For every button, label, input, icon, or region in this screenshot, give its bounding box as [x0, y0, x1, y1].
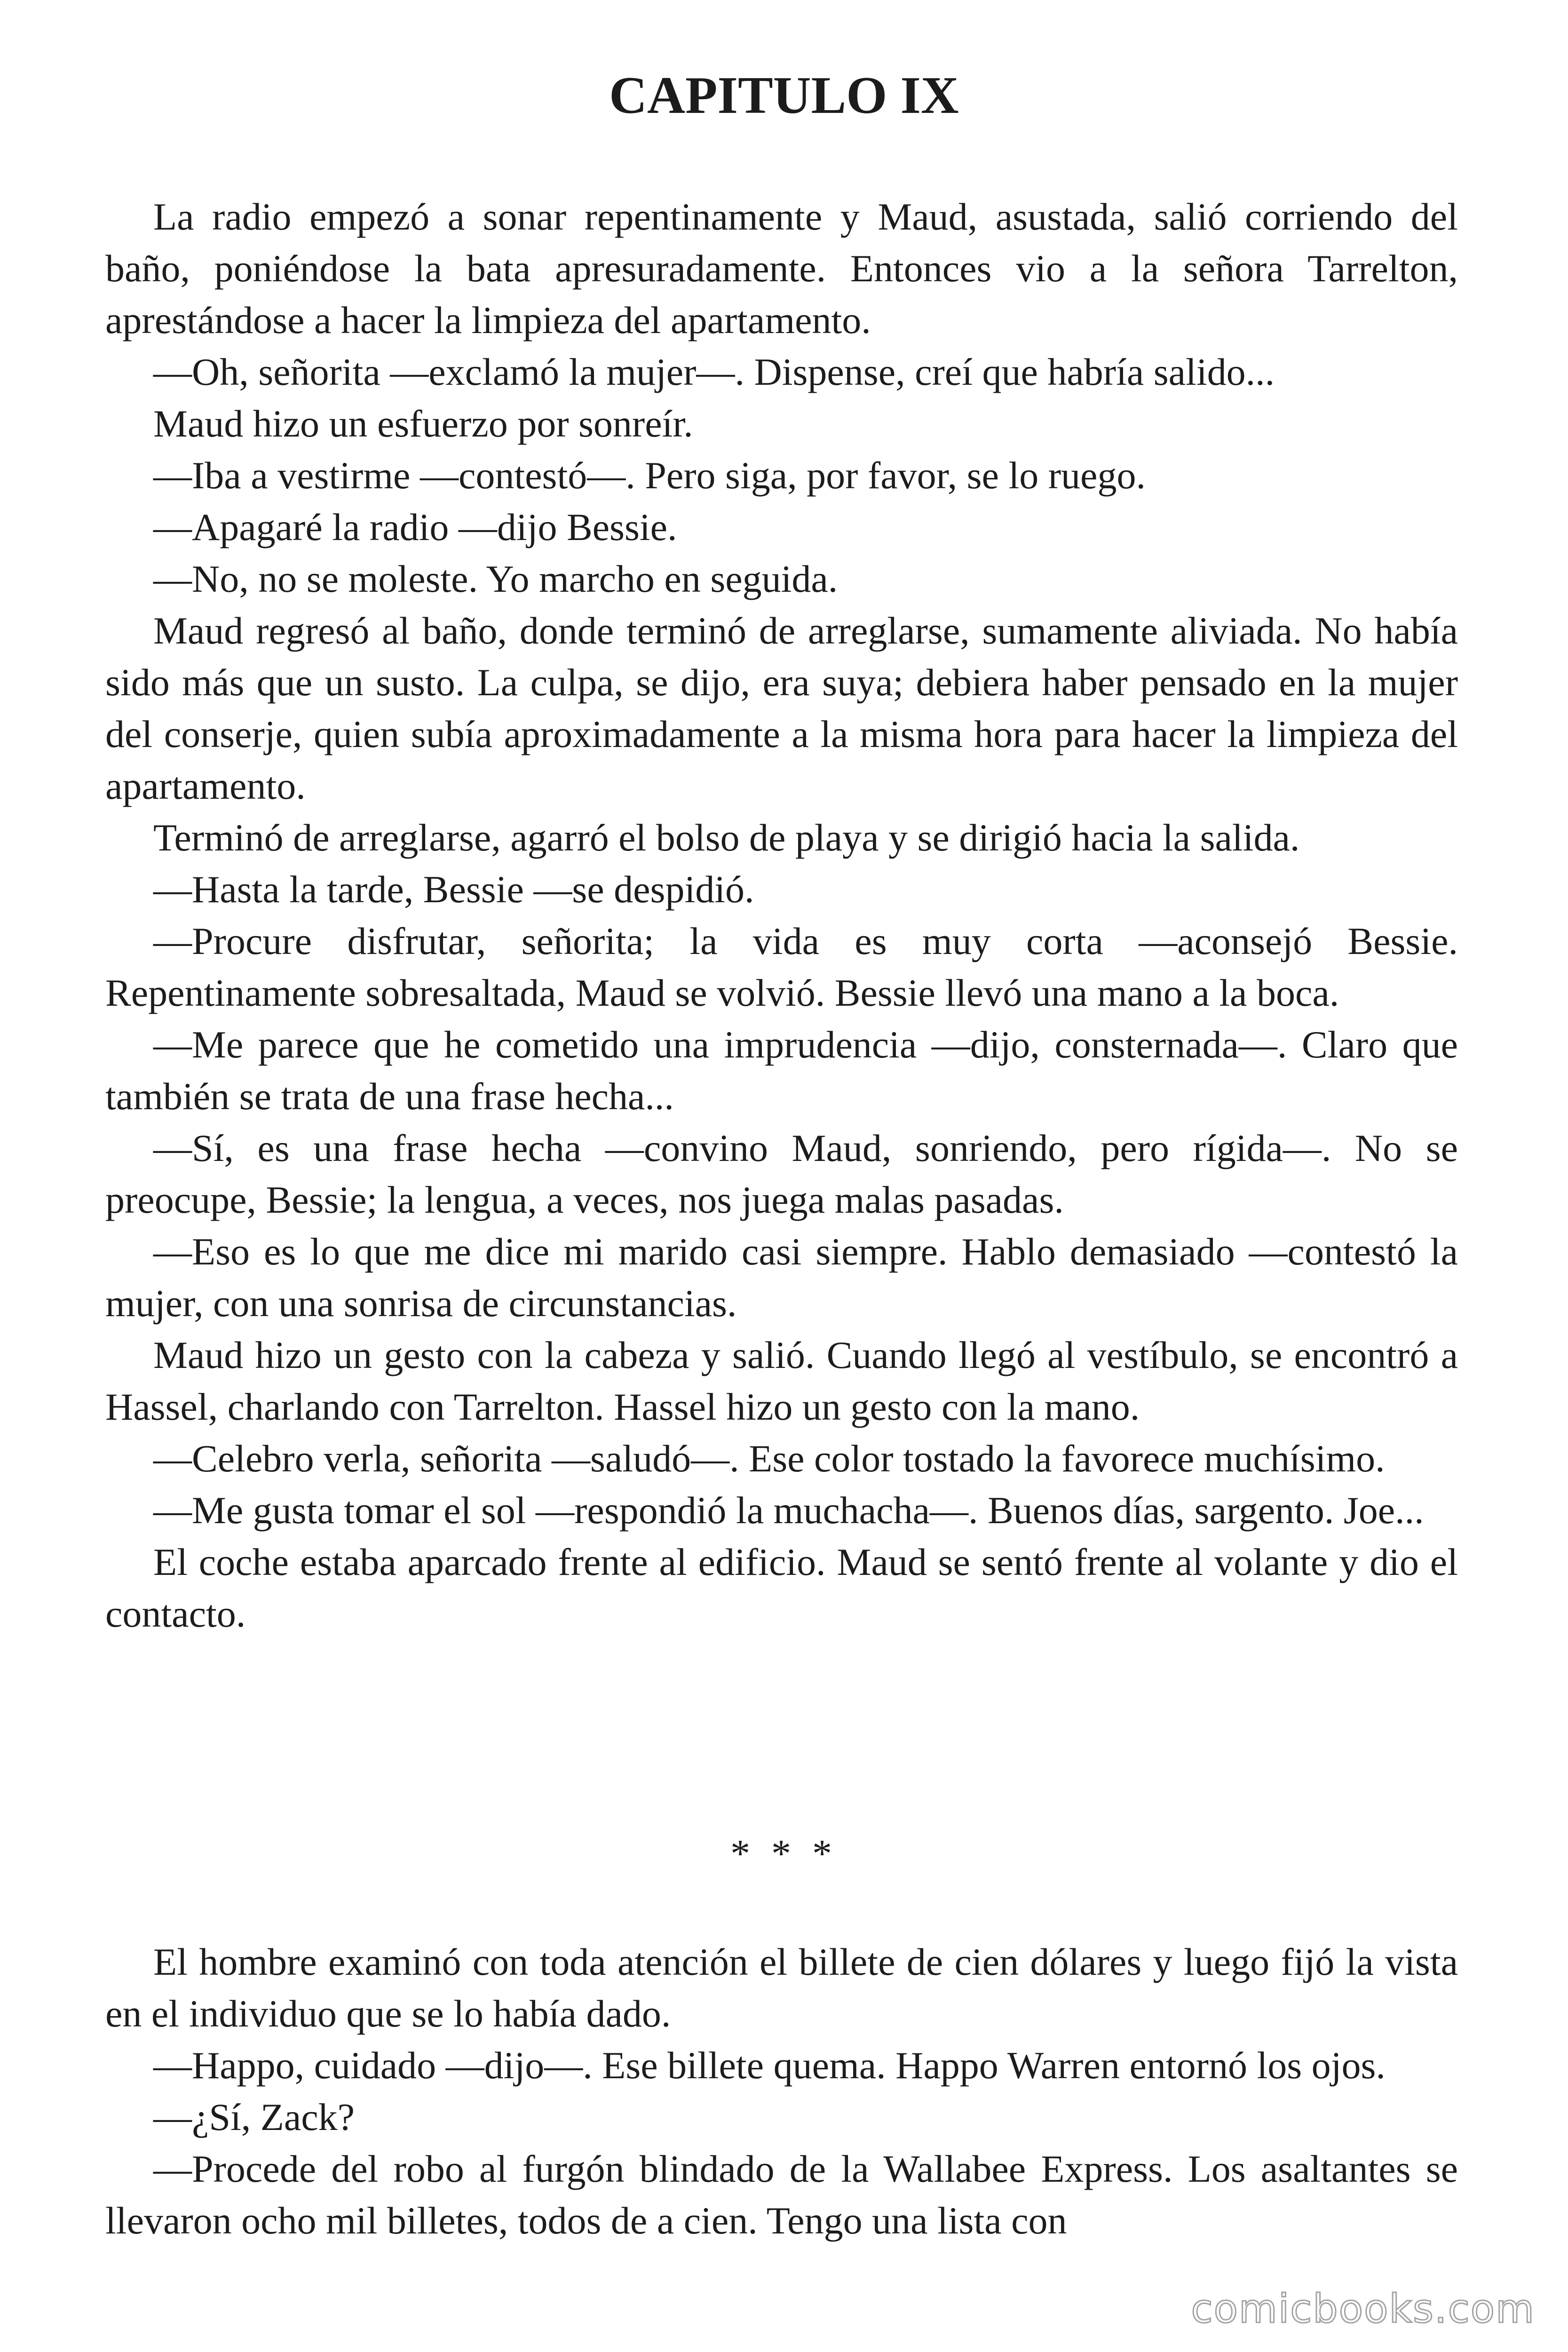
- paragraph: El coche estaba aparcado frente al edificio. Maud se sentó frente al volante y dio el contacto.: [105, 1541, 1458, 1635]
- paragraph: —Celebro verla, señorita —saludó—. Ese color tostado la favorece muchísimo.: [153, 1437, 1385, 1480]
- paragraph: —Oh, señorita —exclamó la mujer—. Dispense, creí que habría salido...: [153, 350, 1275, 393]
- paragraph: —Iba a vestirme —contestó—. Pero siga, por favor, se lo ruego.: [153, 454, 1146, 497]
- paragraph: —¿Sí, Zack?: [153, 2096, 355, 2138]
- watermark: comicbooks.com: [1191, 2286, 1535, 2332]
- paragraph: —Procede del robo al furgón blindado de la Wallabee Express. Los asaltantes se llevaron ocho mil billetes, todos de a cien. Tengo una lista con: [105, 2147, 1458, 2242]
- paragraph: —No, no se moleste. Yo marcho en seguida.: [153, 557, 838, 600]
- paragraph: —Sí, es una frase hecha —convino Maud, sonriendo, pero rígida—. No se preocupe, Bessie; la lengua, a veces, nos juega malas pasadas.: [105, 1127, 1458, 1221]
- paragraph: Maud hizo un gesto con la cabeza y salió. Cuando llegó al vestíbulo, se encontró a Hassel, charlando con Tarrelton. Hassel hizo un gesto con la mano.: [105, 1334, 1458, 1428]
- paragraph: —Eso es lo que me dice mi marido casi siempre. Hablo demasiado —contestó la mujer, con una sonrisa de circunstancias.: [105, 1230, 1458, 1325]
- paragraph: —Me gusta tomar el sol —respondió la muchacha—. Buenos días, sargento. Joe...: [153, 1489, 1424, 1532]
- text-section-2: [105, 1936, 1458, 2247]
- chapter-title: CAPITULO IX: [609, 66, 959, 125]
- paragraph: —Happo, cuidado —dijo—. Ese billete quema. Happo Warren entornó los ojos.: [153, 2044, 1386, 2087]
- paragraph: —Me parece que he cometido una imprudencia —dijo, consternada—. Claro que también se trata de una frase hecha...: [105, 1023, 1458, 1118]
- paragraph: Terminó de arreglarse, agarró el bolso de playa y se dirigió hacia la salida.: [153, 816, 1300, 859]
- paragraph: —Apagaré la radio —dijo Bessie.: [153, 506, 677, 548]
- paragraph: —Hasta la tarde, Bessie —se despidió.: [153, 868, 754, 911]
- paragraph: Maud regresó al baño, donde terminó de arreglarse, sumamente aliviada. No había sido más que un susto. La culpa, se dijo, era suya; debiera haber pensado en la mujer del conserje, quien subía aproximadamente a la misma hora para hacer la limpieza del apartamento.: [105, 609, 1458, 807]
- section-divider: * * *: [730, 1832, 838, 1875]
- paragraph: —Procure disfrutar, señorita; la vida es muy corta —aconsejó Bessie. Repentinamente sobresaltada, Maud se volvió. Bessie llevó una mano a la boca.: [105, 920, 1458, 1014]
- paragraph: Maud hizo un esfuerzo por sonreír.: [153, 402, 693, 445]
- text-section-1: [105, 191, 1458, 1640]
- paragraph: La radio empezó a sonar repentinamente y Maud, asustada, salió corriendo del baño, poniéndose la bata apresuradamente. Entonces vio a la señora Tarrelton, aprestándose a hacer la limpieza del apartamento.: [105, 195, 1458, 342]
- paragraph: El hombre examinó con toda atención el billete de cien dólares y luego fijó la vista en el individuo que se lo había dado.: [105, 1940, 1458, 2035]
